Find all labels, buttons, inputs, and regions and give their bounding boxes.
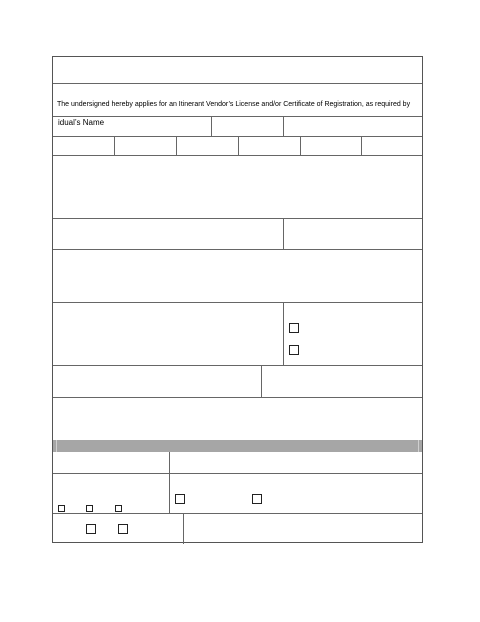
row-divider <box>53 397 422 398</box>
col-divider <box>283 302 284 365</box>
checkbox[interactable] <box>58 505 65 512</box>
row-divider <box>53 473 422 474</box>
intro-text: The undersigned hereby applies for an Itinerant Vendor’s License and/or Certificate of Registration, as required by <box>57 101 411 108</box>
col-divider <box>261 365 262 397</box>
band-tick <box>56 440 57 452</box>
application-form <box>52 56 423 543</box>
checkbox[interactable] <box>115 505 122 512</box>
band-tick <box>418 440 419 452</box>
checkbox[interactable] <box>175 494 185 504</box>
row-divider <box>53 83 422 84</box>
row-divider <box>53 302 422 303</box>
checkbox[interactable] <box>289 323 299 333</box>
section-header-band <box>53 440 422 452</box>
col-divider <box>169 452 170 513</box>
col-divider <box>300 136 301 155</box>
checkbox[interactable] <box>86 524 96 534</box>
checkbox[interactable] <box>289 345 299 355</box>
col-divider <box>176 136 177 155</box>
col-divider <box>114 136 115 155</box>
col-divider <box>361 136 362 155</box>
individual-name-label: idual’s Name <box>58 118 105 127</box>
row-divider <box>53 116 422 117</box>
row-divider <box>53 218 422 219</box>
checkbox[interactable] <box>86 505 93 512</box>
col-divider <box>211 116 212 136</box>
col-divider <box>238 136 239 155</box>
row-divider <box>53 249 422 250</box>
col-divider <box>183 513 184 544</box>
col-divider <box>283 218 284 249</box>
row-divider <box>53 513 422 514</box>
checkbox[interactable] <box>118 524 128 534</box>
checkbox[interactable] <box>252 494 262 504</box>
row-divider <box>53 365 422 366</box>
col-divider <box>283 116 284 136</box>
row-divider <box>53 155 422 156</box>
